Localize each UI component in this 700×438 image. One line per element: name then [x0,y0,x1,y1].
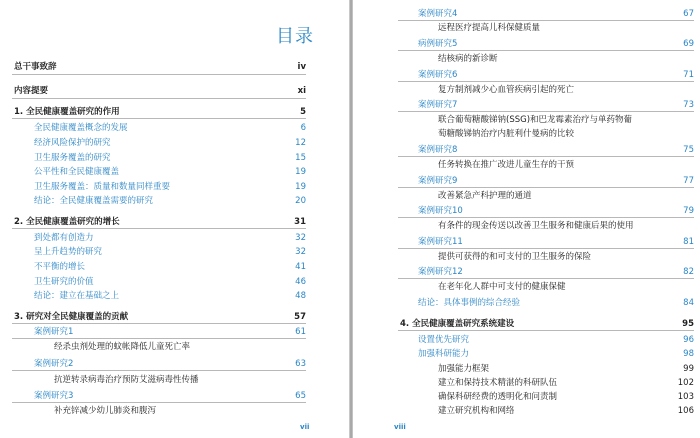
toc-entry[interactable] [398,266,694,279]
toc-entry-title: 案例研究10 [418,206,463,216]
toc-entry-page: 6 [300,123,306,133]
toc-entry-page: 69 [683,39,694,49]
toc-entry-title: 1. 全民健康覆盖研究的作用 [14,107,120,117]
toc-entry[interactable] [398,8,694,21]
toc-entry[interactable] [398,38,694,51]
toc-entry[interactable] [398,22,694,35]
toc-entry[interactable] [12,106,306,119]
toc-entry-page: 67 [683,9,694,19]
toc-entry[interactable] [398,377,694,390]
toc-entry-title: 结论：具体事例的综合经验 [418,298,521,308]
toc-entry[interactable] [12,216,306,229]
toc-entry-page: 19 [295,167,306,177]
toc-entry-title: 建立研究机构和网络 [438,406,515,416]
toc-entry[interactable] [398,144,694,157]
toc-entry-title: 结核病的新诊断 [438,54,498,64]
toc-rule [12,98,306,99]
toc-entry[interactable] [12,246,306,259]
toc-entry-title: 案例研究7 [418,100,458,110]
toc-entry[interactable] [12,261,306,274]
toc-entry-page: 15 [295,153,306,163]
toc-entry-page: 102 [677,378,694,388]
toc-entry-title: 联合葡萄糖酸锑钠(SSG)和巴龙霉素治疗与单药物葡 [438,115,633,125]
toc-entry-title: 抗逆转录病毒治疗预防艾滋病毒性传播 [54,375,199,385]
toc-entry[interactable] [398,84,694,97]
page-number-right: viii [394,423,406,431]
toc-entry[interactable] [12,195,306,208]
toc-entry[interactable] [398,128,694,141]
toc-entry-page: 99 [683,364,694,374]
toc-entry-title: 案例研究4 [418,9,458,19]
toc-entry-title: 案例研究9 [418,176,458,186]
toc-entry-title: 复方制剂减少心血管疾病引起的死亡 [438,85,575,95]
toc-entry[interactable] [12,276,306,289]
toc-entry[interactable] [398,220,694,233]
toc-entry[interactable] [12,374,306,387]
toc-entry-title: 内容提要 [14,86,49,96]
toc-entry-page: 61 [295,327,306,337]
toc-entry-page: 81 [683,237,694,247]
toc-entry[interactable] [398,363,694,376]
toc-entry-title: 4. 全民健康覆盖研究系统建设 [400,319,515,329]
toc-entry-title: 加强科研能力 [418,349,470,359]
toc-entry-page: 57 [294,312,306,322]
toc-entry-page: 71 [683,70,694,80]
toc-entry-title: 到处都有创造力 [34,233,94,243]
toc-entry-page: 19 [295,182,306,192]
toc-entry-title: 公平性和全民健康覆盖 [34,167,120,177]
toc-entry-page: 63 [295,359,306,369]
toc-entry-title: 3. 研究对全民健康覆盖的贡献 [14,312,129,322]
toc-entry[interactable] [12,311,306,324]
toc-entry-page: 73 [683,100,694,110]
toc-entry[interactable] [398,99,694,112]
toc-entry-title: 补充锌减少幼儿肺炎和腹泻 [54,406,157,416]
toc-entry-page: 41 [295,262,306,272]
toc-entry[interactable] [398,251,694,264]
toc-entry[interactable] [398,281,694,294]
toc-rule [12,74,306,75]
toc-entry-title: 案例研究3 [34,391,74,401]
toc-entry-page: 95 [682,319,694,329]
toc-entry[interactable] [12,181,306,194]
toc-entry-title: 卫生研究的价值 [34,277,94,287]
toc-entry[interactable] [12,358,306,371]
toc-entry[interactable] [398,53,694,66]
toc-entry[interactable] [12,232,306,245]
toc-entry-page: 82 [683,267,694,277]
toc-entry-title: 加强能力框架 [438,364,490,374]
toc-entry-page: 103 [677,392,694,402]
toc-entry-page: 20 [295,196,306,206]
toc-entry-title: 不平衡的增长 [34,262,86,272]
toc-entry[interactable] [12,137,306,150]
toc-entry-page: 96 [683,335,694,345]
toc-entry-page: 32 [295,247,306,257]
toc-entry[interactable] [12,61,306,74]
toc-entry-page: 5 [300,107,306,117]
toc-entry[interactable] [12,166,306,179]
toc-entry-title: 案例研究2 [34,359,74,369]
toc-entry-page: iv [297,62,306,72]
toc-entry-page: 12 [295,138,306,148]
toc-entry-title: 萄糖酸锑钠治疗内脏利什曼病的比较 [438,129,575,139]
toc-entry-page: 65 [295,391,306,401]
toc-entry[interactable] [12,341,306,354]
toc-entry[interactable] [398,175,694,188]
toc-entry[interactable] [12,122,306,135]
toc-entry[interactable] [12,290,306,303]
toc-entry-title: 全民健康覆盖概念的发展 [34,123,128,133]
toc-entry-title: 结论：全民健康覆盖需要的研究 [34,196,154,206]
toc-entry[interactable] [398,69,694,82]
toc-entry[interactable] [398,391,694,404]
toc-entry-page: 84 [683,298,694,308]
toc-entry-title: 远程医疗提高儿科保健质量 [438,23,541,33]
toc-entry-page: 77 [683,176,694,186]
toc-entry-page: 31 [294,217,306,227]
toc-entry[interactable] [398,159,694,172]
toc-entry-page: 79 [683,206,694,216]
toc-entry[interactable] [398,236,694,249]
toc-entry-page: 46 [295,277,306,287]
toc-entry-title: 病例研究5 [418,39,458,49]
toc-entry[interactable] [398,334,694,347]
toc-entry-page: xi [297,86,306,96]
toc-entry-page: 106 [677,406,694,416]
toc-entry[interactable] [398,318,694,331]
toc-entry-title: 卫生服务覆盖的研究 [34,153,111,163]
toc-entry-title: 2. 全民健康覆盖研究的增长 [14,217,120,227]
toc-entry[interactable] [398,114,694,127]
toc-entry-title: 确保科研经费的透明化和问责制 [438,392,558,402]
toc-entry-page: 75 [683,145,694,155]
toc-entry-title: 设置优先研究 [418,335,470,345]
toc-entry[interactable] [398,348,694,361]
toc-entry-title: 提供可获得的和可支付的卫生服务的保险 [438,252,592,262]
toc-entry-page: 48 [295,291,306,301]
toc-entry[interactable] [398,405,694,418]
toc-entry[interactable] [398,190,694,203]
toc-entry[interactable] [12,326,306,339]
toc-entry-title: 案例研究12 [418,267,463,277]
toc-entry-title: 案例研究11 [418,237,463,247]
toc-entry[interactable] [12,390,306,403]
toc-entry[interactable] [398,205,694,218]
toc-entry-title: 有条件的现金传送以改善卫生服务和健康后果的使用 [438,221,634,231]
toc-entry-title: 案例研究6 [418,70,458,80]
toc-entry-title: 呈上升趋势的研究 [34,247,103,257]
toc-title: 目录 [276,26,314,47]
toc-entry[interactable] [12,85,306,98]
toc-entry-title: 建立和保持技术精湛的科研队伍 [438,378,558,388]
toc-entry-title: 卫生服务覆盖：质量和数量同样重要 [34,182,171,192]
toc-entry-title: 经杀虫剂处理的蚊帐降低儿童死亡率 [54,342,191,352]
toc-entry[interactable] [12,152,306,165]
toc-entry-title: 总干事致辞 [14,62,57,72]
toc-entry-title: 结论：建立在基础之上 [34,291,120,301]
toc-entry-page: 98 [683,349,694,359]
toc-entry-page: 32 [295,233,306,243]
toc-entry-title: 在老年化人群中可支付的健康保健 [438,282,566,292]
toc-entry[interactable] [398,297,694,310]
toc-entry-title: 案例研究8 [418,145,458,155]
toc-entry-title: 改善紧急产科护理的通道 [438,191,532,201]
page-number-left: vii [300,423,310,431]
toc-entry-title: 经济风险保护的研究 [34,138,111,148]
toc-entry[interactable] [12,405,306,418]
right-page [353,0,700,438]
toc-entry-title: 任务转换在推广改进儿童生存的干预 [438,160,575,170]
toc-entry-title: 案例研究1 [34,327,74,337]
